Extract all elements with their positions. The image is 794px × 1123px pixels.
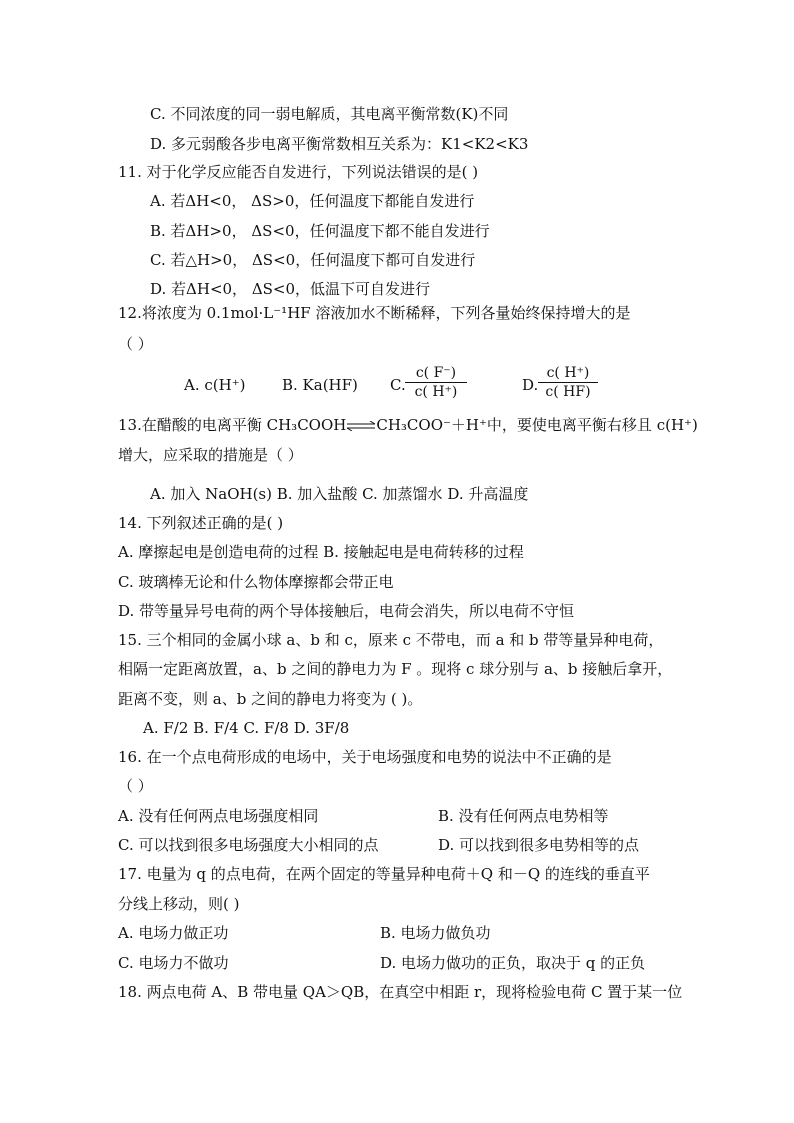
q12-option-c-label: C. — [390, 376, 406, 394]
question-14: 14. 下列叙述正确的是( ) — [118, 514, 284, 532]
q13-text-post: CH₃COO⁻＋H⁺中，要使电离平衡右移且 c(H⁺) — [376, 416, 698, 434]
question-17: 17. 电量为 q 的点电荷，在两个固定的等量异种电荷＋Q 和－Q 的连线的垂直平 — [118, 865, 650, 883]
q17-option-b: B. 电场力做负功 — [380, 924, 491, 942]
q16-option-c: C. 可以找到很多电场强度大小相同的点 — [118, 836, 379, 854]
q16-option-b: B. 没有任何两点电势相等 — [438, 807, 609, 825]
option-c-prev: C. 不同浓度的同一弱电解质，其电离平衡常数(K)不同 — [150, 105, 509, 123]
q14-option-c: C. 玻璃棒无论和什么物体摩擦都会带正电 — [118, 573, 394, 591]
question-15-line2: 相隔一定距离放置，a、b 之间的静电力为 F 。现将 c 球分别与 a、b 接触后拿开， — [118, 660, 673, 678]
question-15-line3: 距离不变，则 a、b 之间的静电力将变为 ( )。 — [118, 690, 423, 708]
q16-option-d: D. 可以找到很多电势相等的点 — [438, 836, 640, 854]
q11-option-b: B. 若ΔH>0， ΔS<0，任何温度下都不能自发进行 — [150, 222, 490, 240]
question-16: 16. 在一个点电荷形成的电场中，关于电场强度和电势的说法中不正确的是 — [118, 748, 612, 766]
question-13-line2: 增大，应采取的措施是（ ） — [118, 446, 303, 464]
question-11: 11. 对于化学反应能否自发进行，下列说法错误的是( ) — [118, 163, 479, 181]
q11-option-d: D. 若ΔH<0， ΔS<0，低温下可自发进行 — [150, 280, 431, 298]
question-12: 12.将浓度为 0.1mol·L⁻¹HF 溶液加水不断稀释，下列各量始终保持增大的是 — [118, 304, 631, 322]
q17-option-c: C. 电场力不做功 — [118, 954, 229, 972]
fraction-numerator: c( F⁻) — [405, 364, 467, 383]
option-d-prev: D. 多元弱酸各步电离平衡常数相互关系为：K1<K2<K3 — [150, 135, 529, 153]
q12-option-d-label: D. — [522, 376, 539, 394]
question-16-paren: （ ） — [118, 777, 153, 795]
fraction-numerator: c( H⁺) — [538, 364, 598, 383]
equilibrium-arrow-icon — [346, 421, 376, 431]
question-18: 18. 两点电荷 A、B 带电量 QA＞QB，在真空中相距 r，现将检验电荷 C 置于某一位 — [118, 983, 683, 1001]
q17-option-d: D. 电场力做功的正负，取决于 q 的正负 — [380, 954, 646, 972]
q12-option-a: A. c(H⁺) — [184, 376, 246, 394]
q17-option-a: A. 电场力做正功 — [118, 924, 229, 942]
question-15: 15. 三个相同的金属小球 a、b 和 c，原来 c 不带电，而 a 和 b 带等量异种电荷， — [118, 631, 664, 649]
q15-options: A. F/2 B. F/4 C. F/8 D. 3F/8 — [143, 719, 350, 737]
fraction-denominator: c( H⁺) — [414, 384, 458, 400]
q12-option-c-fraction — [405, 364, 467, 401]
question-12-paren: （ ） — [118, 335, 153, 353]
q13-options: A. 加入 NaOH(s) B. 加入盐酸 C. 加蒸馏水 D. 升高温度 — [150, 485, 529, 503]
q11-option-a: A. 若ΔH<0， ΔS>0，任何温度下都能自发进行 — [150, 192, 475, 210]
q14-option-d: D. 带等量异号电荷的两个导体接触后，电荷会消失，所以电荷不守恒 — [118, 602, 575, 620]
question-17-line2: 分线上移动，则( ) — [118, 895, 240, 913]
q11-option-c: C. 若△H>0， ΔS<0，任何温度下都可自发进行 — [150, 251, 476, 269]
question-13 — [118, 415, 698, 435]
q12-option-b: B. Ka(HF) — [282, 376, 358, 394]
fraction-denominator: c( HF) — [545, 384, 591, 400]
q12-option-d-fraction — [538, 364, 598, 401]
q16-option-a: A. 没有任何两点电场强度相同 — [118, 807, 319, 825]
q13-text-pre: 13.在醋酸的电离平衡 CH₃COOH — [118, 416, 347, 434]
q14-options-ab: A. 摩擦起电是创造电荷的过程 B. 接触起电是电荷转移的过程 — [118, 543, 524, 561]
